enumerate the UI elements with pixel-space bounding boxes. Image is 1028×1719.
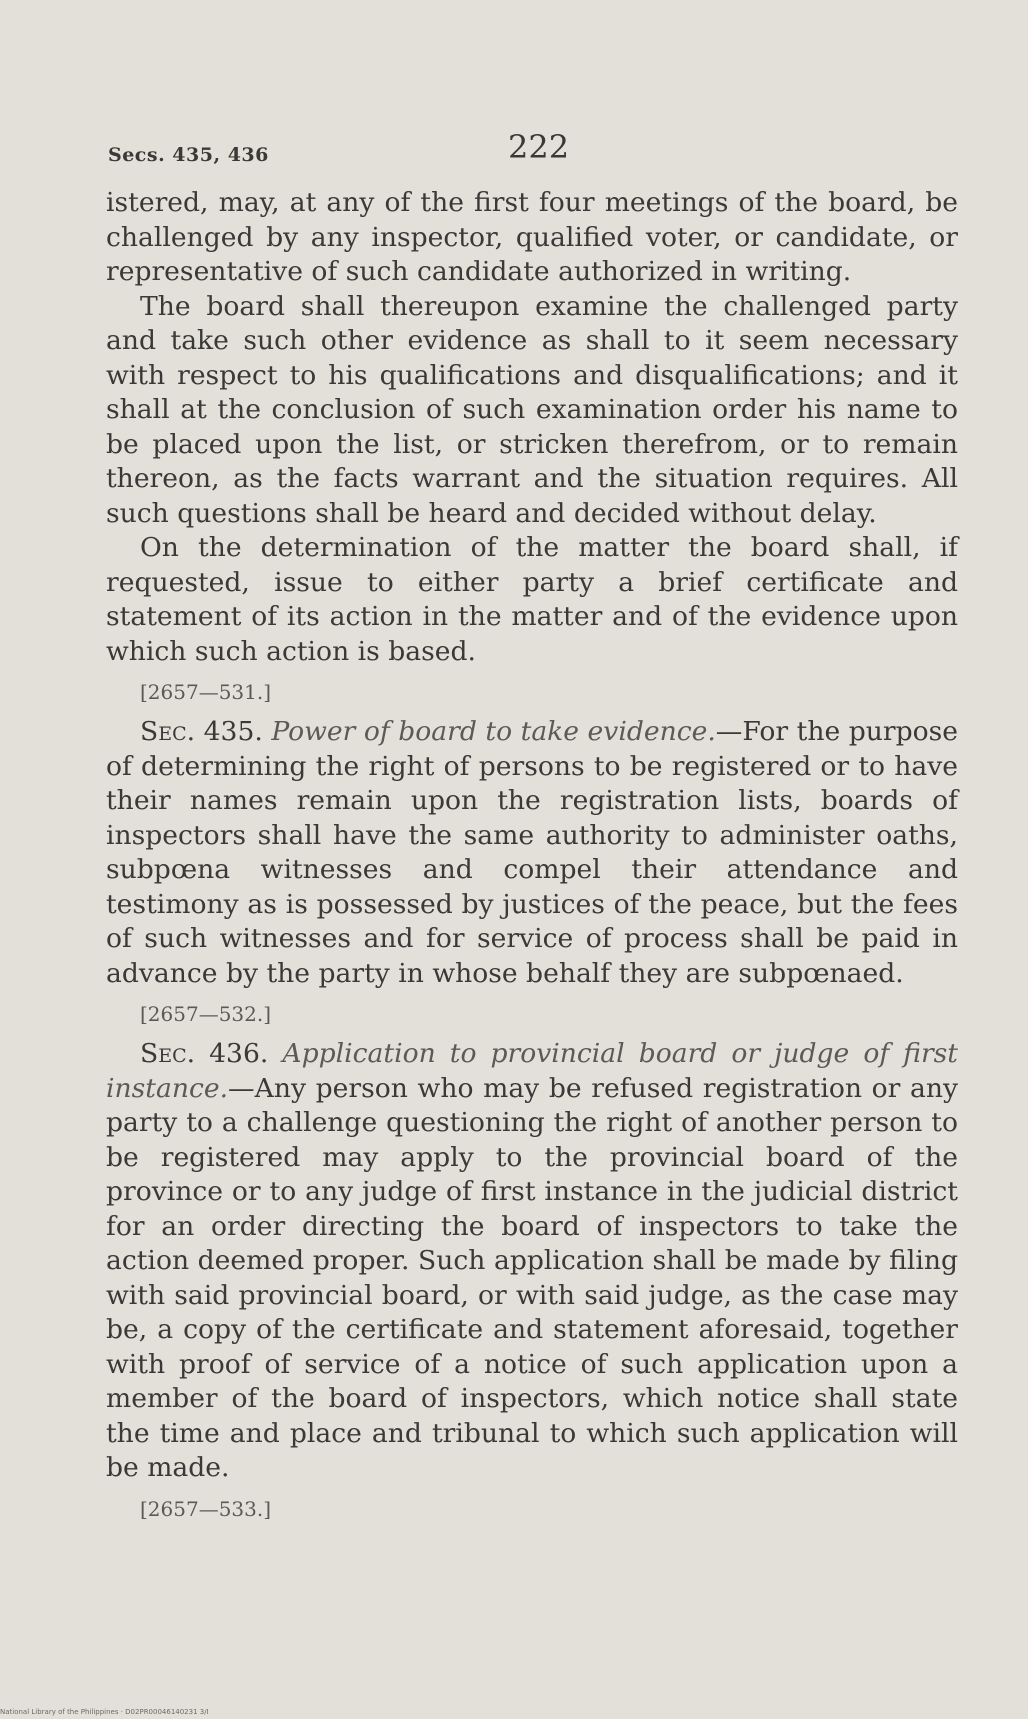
section-436-title: Application to provincial board or judge of first instance.: [106, 1038, 958, 1104]
section-436: [106, 1037, 958, 1486]
citation-532: [2657—532.]: [140, 1002, 272, 1026]
section-435-title: Power of board to take evidence.: [271, 716, 716, 747]
paragraph-board-examination: The board shall thereupon examine the challenged party and take such other evidence as shall to it seem necessary with respect to his qualifications and disqualifications; and it shall at the conclusion of such examination order his name to be placed upon the list, or stricken therefrom, or to remain thereon, as the facts warrant and the situation requires. All such questions shall be heard and decided without delay.: [106, 290, 958, 529]
page-header: [108, 128, 948, 168]
page-number: 222: [508, 128, 570, 166]
library-stamp: National Library of the Philippines · D02PR00046140231 3/I: [0, 1708, 209, 1716]
section-435-label: Sec. 435.: [140, 716, 263, 747]
page-body: [106, 186, 958, 1532]
paragraph-determination: On the determination of the matter the board shall, if requested, issue to either party a brief certificate and statement of its action in the matter and of the evidence upon which such action is based.: [106, 532, 958, 667]
section-435-text: —For the purpose of determining the right of persons to be registered or to have their names remain upon the registration lists, boards of inspectors shall have the same authority to administer oaths, subpœna witnesses and compel their attendance and testimony as is possessed by justices of the peace, but the fees of such witnesses and for service of process shall be paid in advance by the party in whose behalf they are subpœnaed.: [106, 716, 958, 989]
section-436-label: Sec. 436.: [140, 1038, 269, 1069]
section-435: [106, 715, 958, 991]
citation-533: [2657—533.]: [140, 1496, 272, 1521]
citation-531: [2657—531.]: [140, 680, 272, 704]
section-reference: Secs. 435, 436: [108, 144, 269, 166]
section-436-text: —Any person who may be refused registration or any party to a challenge questioning the right of another person to be registered may apply to the provincial board of the province or to any judge of first instance in the judicial district for an order directing the board of inspectors to take the action deemed proper. Such application shall be made by filing with said provincial board, or with said judge, as the case may be, a copy of the certificate and statement aforesaid, together with proof of service of a notice of such application upon a member of the board of inspectors, which notice shall state the time and place and tribunal to which such application will be made.: [106, 1072, 958, 1483]
paragraph-continued: istered, may, at any of the first four meetings of the board, be challenged by any inspector, qualified voter, or candidate, or representative of such candidate authorized in writing.: [106, 187, 958, 287]
